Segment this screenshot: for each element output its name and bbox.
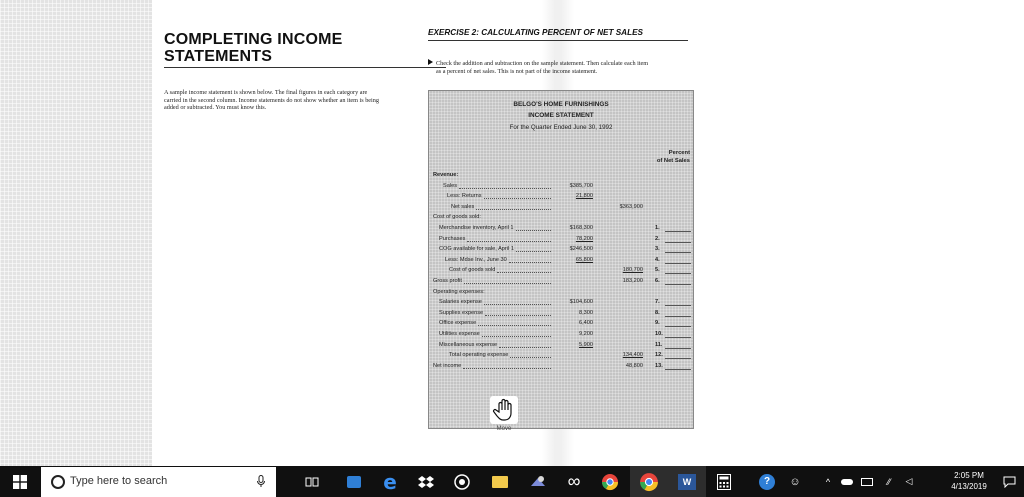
statement-row (433, 319, 689, 328)
row-label: Sales (443, 182, 457, 189)
exercise-line: as a percent of net sales. This is not part of the income statement. (436, 67, 598, 75)
leader-dots (509, 256, 551, 263)
notification-icon (1003, 476, 1016, 488)
tray-people[interactable] (782, 466, 808, 497)
leader-dots (516, 224, 551, 231)
answer-blank (665, 284, 691, 285)
statement-row (433, 351, 689, 360)
answer-number: 6. (655, 278, 660, 284)
statement-row (433, 224, 689, 233)
clock-time: 2:05 PM (954, 471, 984, 480)
row-label: Utilities expense (439, 331, 480, 337)
move-button[interactable] (488, 396, 520, 438)
row-label: Less: Returns (447, 193, 482, 200)
answer-blank (665, 358, 691, 359)
leader-dots (510, 351, 551, 358)
system-clock[interactable] (945, 470, 993, 492)
amount-column-1: 65,800 (575, 256, 593, 263)
exercise-instructions (428, 59, 698, 75)
leader-dots (484, 192, 551, 199)
exercise-divider (428, 40, 688, 41)
amount-column-2: 183,200 (622, 278, 643, 284)
statement-row (433, 330, 689, 339)
answer-number: 13. (655, 362, 663, 369)
amount-column-1: $385,700 (569, 182, 593, 189)
leader-dots (476, 203, 551, 210)
tray-show-hidden[interactable] (820, 466, 836, 497)
row-label: Net income (433, 362, 462, 369)
tray-onedrive[interactable] (838, 466, 856, 497)
dropbox-icon (418, 475, 434, 489)
answer-blank (665, 369, 691, 370)
income-statement (428, 90, 694, 429)
amount-column-1: 9,200 (579, 331, 593, 337)
taskbar-app-edge[interactable] (372, 466, 408, 497)
answer-number: 9. (655, 320, 660, 327)
taskbar-app-infinity[interactable] (556, 466, 592, 497)
tray-network[interactable] (880, 466, 898, 497)
percent-header-line: Percent (668, 150, 690, 156)
move-label: Move (496, 426, 512, 432)
row-label: Net sales (451, 203, 475, 210)
chrome-profile-icon (639, 472, 659, 492)
exercise-line: Check the addition and subtraction on the sample statement. Then calculate each item (436, 60, 649, 67)
leader-dots (484, 298, 551, 305)
amount-column-2: 180,700 (622, 267, 643, 274)
battery-icon (861, 478, 873, 486)
chrome-icon (601, 473, 619, 491)
statement-row (433, 182, 689, 191)
help-icon: ? (759, 474, 775, 490)
answer-blank (665, 337, 691, 338)
answer-blank (665, 305, 691, 306)
answer-number: 11. (655, 341, 663, 348)
percent-header (657, 149, 690, 165)
statement-row (433, 203, 689, 212)
row-label: Gross profit (433, 278, 462, 284)
answer-blank (665, 316, 691, 317)
answer-blank (665, 242, 691, 243)
answer-blank (665, 252, 691, 253)
percent-header-line: of Net Sales (656, 158, 690, 164)
intro-line: carried in the second column. Income statements do not show whether an item is being (164, 96, 379, 104)
answer-number: 12. (655, 352, 663, 359)
answer-blank (665, 348, 691, 349)
answer-number: 3. (655, 246, 660, 253)
right-margin (866, 0, 1024, 466)
leader-dots (463, 362, 551, 369)
amount-column-1: $168,300 (569, 225, 593, 231)
exercise-title: EXERCISE 2: CALCULATING PERCENT OF NET SALES (428, 28, 644, 37)
folder-icon (492, 476, 508, 488)
row-label: Office expense (439, 320, 477, 327)
leader-dots (497, 266, 551, 273)
row-label: COG available for sale, April 1 (439, 246, 514, 253)
chevron-up-icon: ^ (825, 476, 831, 487)
hand-icon (490, 396, 518, 424)
title-line-1: COMPLETING INCOME (164, 31, 343, 48)
page-title (164, 31, 343, 65)
cloud-icon (841, 479, 853, 485)
statement-row (433, 256, 689, 265)
taskbar-app-snip[interactable] (520, 466, 556, 497)
amount-column-1: $246,500 (569, 246, 593, 253)
speaker-icon: ◁ (905, 476, 913, 486)
answer-number: 10. (655, 331, 663, 337)
word-icon: W (678, 474, 696, 490)
leader-dots (467, 235, 551, 242)
answer-number: 8. (655, 309, 660, 316)
answer-blank (665, 326, 691, 327)
action-center-button[interactable] (994, 466, 1024, 497)
taskbar-app-dropbox[interactable] (408, 466, 444, 497)
amount-column-1: 8,300 (579, 309, 593, 316)
statement-row (433, 235, 689, 244)
leader-dots (459, 182, 551, 189)
snip-icon (529, 474, 547, 490)
taskbar-app-movies[interactable] (336, 466, 372, 497)
statement-row (433, 341, 689, 350)
statement-row (433, 245, 689, 254)
statement-row (433, 309, 689, 318)
amount-column-2: $363,900 (619, 203, 643, 210)
taskbar-app-file-explorer[interactable] (482, 466, 518, 497)
microphone-icon (257, 475, 265, 488)
bullet-arrow-icon (428, 59, 433, 65)
row-label: Supplies expense (439, 309, 484, 316)
edge-icon: e (383, 469, 397, 494)
leader-dots (516, 245, 551, 252)
row-label: Operating expenses: (433, 288, 485, 295)
row-label: Cost of goods sold: (433, 214, 481, 221)
title-line-2: STATEMENTS (164, 48, 273, 65)
windows-icon (13, 475, 27, 489)
tray-battery[interactable] (858, 466, 876, 497)
row-label: Miscellaneous expense (439, 341, 498, 348)
amount-column-2: 134,400 (622, 352, 643, 359)
statement-row (433, 192, 689, 201)
calculator-icon (717, 474, 731, 490)
amount-column-1: 6,400 (579, 320, 593, 327)
amount-column-2: 48,800 (625, 362, 643, 369)
tray-volume[interactable] (900, 466, 918, 497)
row-label: Cost of goods sold (449, 267, 496, 274)
answer-blank (665, 231, 691, 232)
camera-icon (453, 473, 471, 491)
statement-row (433, 288, 689, 297)
start-button[interactable] (0, 466, 40, 497)
taskbar-app-chrome[interactable] (592, 466, 628, 497)
company-name: BELGO'S HOME FURNISHINGS (513, 101, 609, 108)
task-view-icon (305, 476, 319, 488)
leader-dots (478, 319, 551, 326)
statement-row (433, 362, 689, 371)
taskbar-app-calculator[interactable] (706, 466, 742, 497)
answer-blank (665, 273, 691, 274)
cortana-circle-icon (51, 475, 65, 489)
amount-column-1: 21,800 (575, 193, 593, 200)
taskbar-app-camera[interactable] (444, 466, 480, 497)
row-label: Less: Mdse Inv., June 30 (445, 256, 507, 263)
answer-number: 7. (655, 299, 660, 306)
wifi-icon: ⁄⁄ (887, 476, 891, 487)
statement-period: For the Quarter Ended June 30, 1992 (509, 124, 613, 131)
statement-row (433, 266, 689, 275)
search-box[interactable] (41, 467, 276, 497)
amount-column-1: 5,900 (579, 341, 593, 348)
leader-dots (482, 330, 551, 337)
intro-line: A sample income statement is shown below. The final figures in each category are (164, 89, 368, 96)
intro-line: added or subtracted. You must know this. (164, 104, 267, 112)
amount-column-1: $104,600 (569, 299, 593, 306)
task-view-button[interactable] (294, 466, 330, 497)
statement-row (433, 277, 689, 286)
search-input[interactable]: Type here to search (70, 475, 168, 487)
people-icon: ☺ (789, 475, 801, 488)
row-label: Total operating expense (449, 352, 509, 359)
leader-dots (464, 277, 551, 284)
answer-number: 2. (655, 235, 660, 242)
leader-dots (499, 341, 551, 348)
leader-dots (485, 309, 551, 316)
answer-number: 4. (655, 256, 660, 263)
row-label: Merchandise inventory, April 1 (439, 225, 514, 231)
statement-row (433, 213, 689, 222)
taskbar-app-word[interactable] (668, 466, 706, 497)
statement-row (433, 171, 689, 180)
infinity-icon: ∞ (567, 471, 581, 491)
left-gray-margin (0, 0, 152, 466)
title-divider (164, 67, 446, 68)
statement-name: INCOME STATEMENT (528, 112, 594, 119)
tray-help[interactable] (752, 466, 782, 497)
clock-date: 4/13/2019 (951, 482, 987, 491)
answer-number: 5. (655, 267, 660, 274)
row-label: Revenue: (433, 172, 459, 178)
statement-row (433, 298, 689, 307)
row-label: Salaries expense (439, 299, 482, 306)
amount-column-1: 78,200 (575, 235, 593, 242)
row-label: Purchases (439, 235, 466, 242)
answer-number: 1. (655, 225, 660, 231)
intro-paragraph (164, 89, 446, 112)
movies-icon (347, 476, 361, 488)
answer-blank (665, 263, 691, 264)
taskbar-app-chrome-active[interactable] (630, 466, 668, 497)
